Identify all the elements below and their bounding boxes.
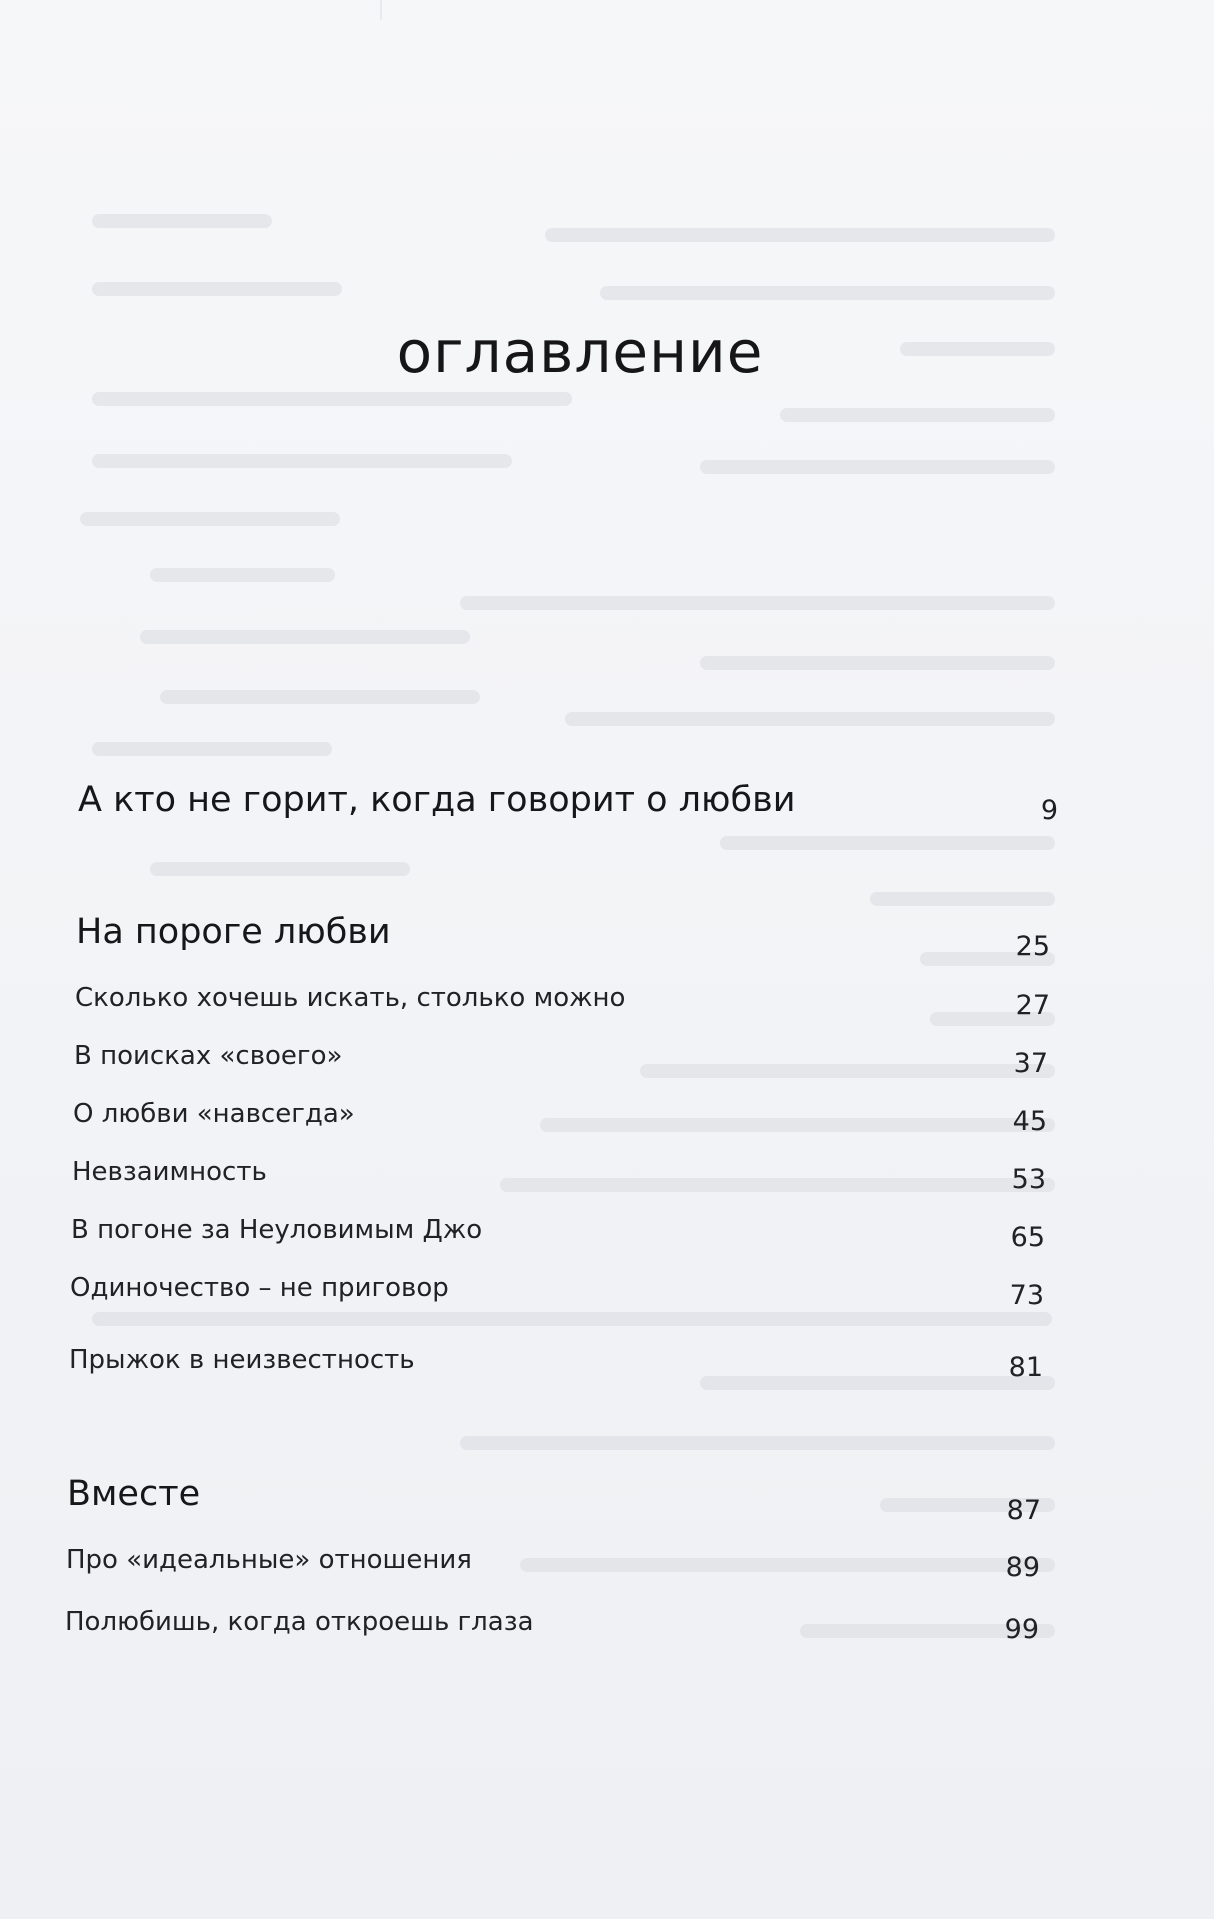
page-crease <box>380 0 382 20</box>
toc-chapter-row <box>71 1214 1045 1253</box>
toc-chapter-title: Одиночество – не приговор <box>70 1273 449 1303</box>
toc-chapter-title: Сколько хочешь искать, столько можно <box>75 983 626 1013</box>
bleed-through-line <box>870 892 1055 906</box>
bleed-through-line <box>700 1376 1055 1390</box>
toc-chapter-row <box>65 1606 1039 1645</box>
toc-chapter-title: Прыжок в неизвестность <box>69 1345 415 1375</box>
toc-chapter-row <box>75 982 1050 1021</box>
toc-chapter-row <box>66 1544 1040 1583</box>
toc-page-number: 45 <box>1012 1106 1047 1137</box>
toc-page-number: 53 <box>1011 1164 1046 1195</box>
bleed-through-line <box>545 228 1055 242</box>
bleed-through-line <box>460 1436 1055 1450</box>
bleed-through-line <box>92 214 272 228</box>
toc-chapter-title: Невзаимность <box>72 1157 267 1187</box>
bleed-through-line <box>92 742 332 756</box>
toc-chapter-title: О любви «навсегда» <box>73 1099 355 1129</box>
toc-page-number: 25 <box>1015 931 1050 962</box>
bleed-through-line <box>92 392 572 406</box>
toc-page-number: 65 <box>1010 1222 1045 1253</box>
bleed-through-line <box>565 712 1055 726</box>
toc-part-title: А кто не горит, когда говорит о любви <box>78 780 796 820</box>
toc-page-number: 89 <box>1005 1552 1040 1583</box>
toc-chapter-row <box>70 1272 1044 1311</box>
toc-chapter-title: Полюбишь, когда откроешь глаза <box>65 1607 534 1637</box>
bleed-through-line <box>92 1312 1052 1326</box>
toc-page-number: 81 <box>1008 1352 1043 1383</box>
bleed-through-line <box>780 408 1055 422</box>
bleed-through-line <box>600 286 1055 300</box>
bleed-through-line <box>460 596 1055 610</box>
bleed-through-line <box>720 836 1055 850</box>
toc-page-number: 37 <box>1013 1048 1048 1079</box>
bleed-through-line <box>92 454 512 468</box>
toc-chapter-title: В поисках «своего» <box>74 1041 343 1071</box>
toc-chapter-row <box>73 1098 1047 1137</box>
toc-page-number: 99 <box>1004 1614 1039 1645</box>
toc-part-row <box>78 780 1058 826</box>
toc-chapter-row <box>74 1040 1048 1079</box>
toc-part-title: На пороге любви <box>76 912 391 952</box>
bleed-through-line <box>150 568 335 582</box>
toc-part-row <box>67 1474 1041 1526</box>
bleed-through-line <box>160 690 480 704</box>
toc-chapter-row <box>72 1156 1046 1195</box>
toc-part-row <box>76 912 1050 962</box>
bleed-through-line <box>700 656 1055 670</box>
toc-chapter-title: В погоне за Неуловимым Джо <box>71 1215 483 1245</box>
toc-part-title: Вместе <box>67 1474 201 1514</box>
bleed-through-line <box>700 460 1055 474</box>
toc-page-number: 73 <box>1009 1280 1044 1311</box>
toc-chapter-title: Про «идеальные» отношения <box>66 1545 472 1575</box>
bleed-through-line <box>140 630 470 644</box>
bleed-through-line <box>150 862 410 876</box>
toc-page-number: 27 <box>1015 990 1050 1021</box>
toc-chapter-row <box>69 1344 1043 1383</box>
page-title: оглавление <box>396 318 764 386</box>
bleed-through-line <box>92 282 342 296</box>
toc-page-number: 87 <box>1006 1495 1041 1526</box>
toc-page-number: 9 <box>1040 795 1058 826</box>
bleed-through-line <box>80 512 340 526</box>
